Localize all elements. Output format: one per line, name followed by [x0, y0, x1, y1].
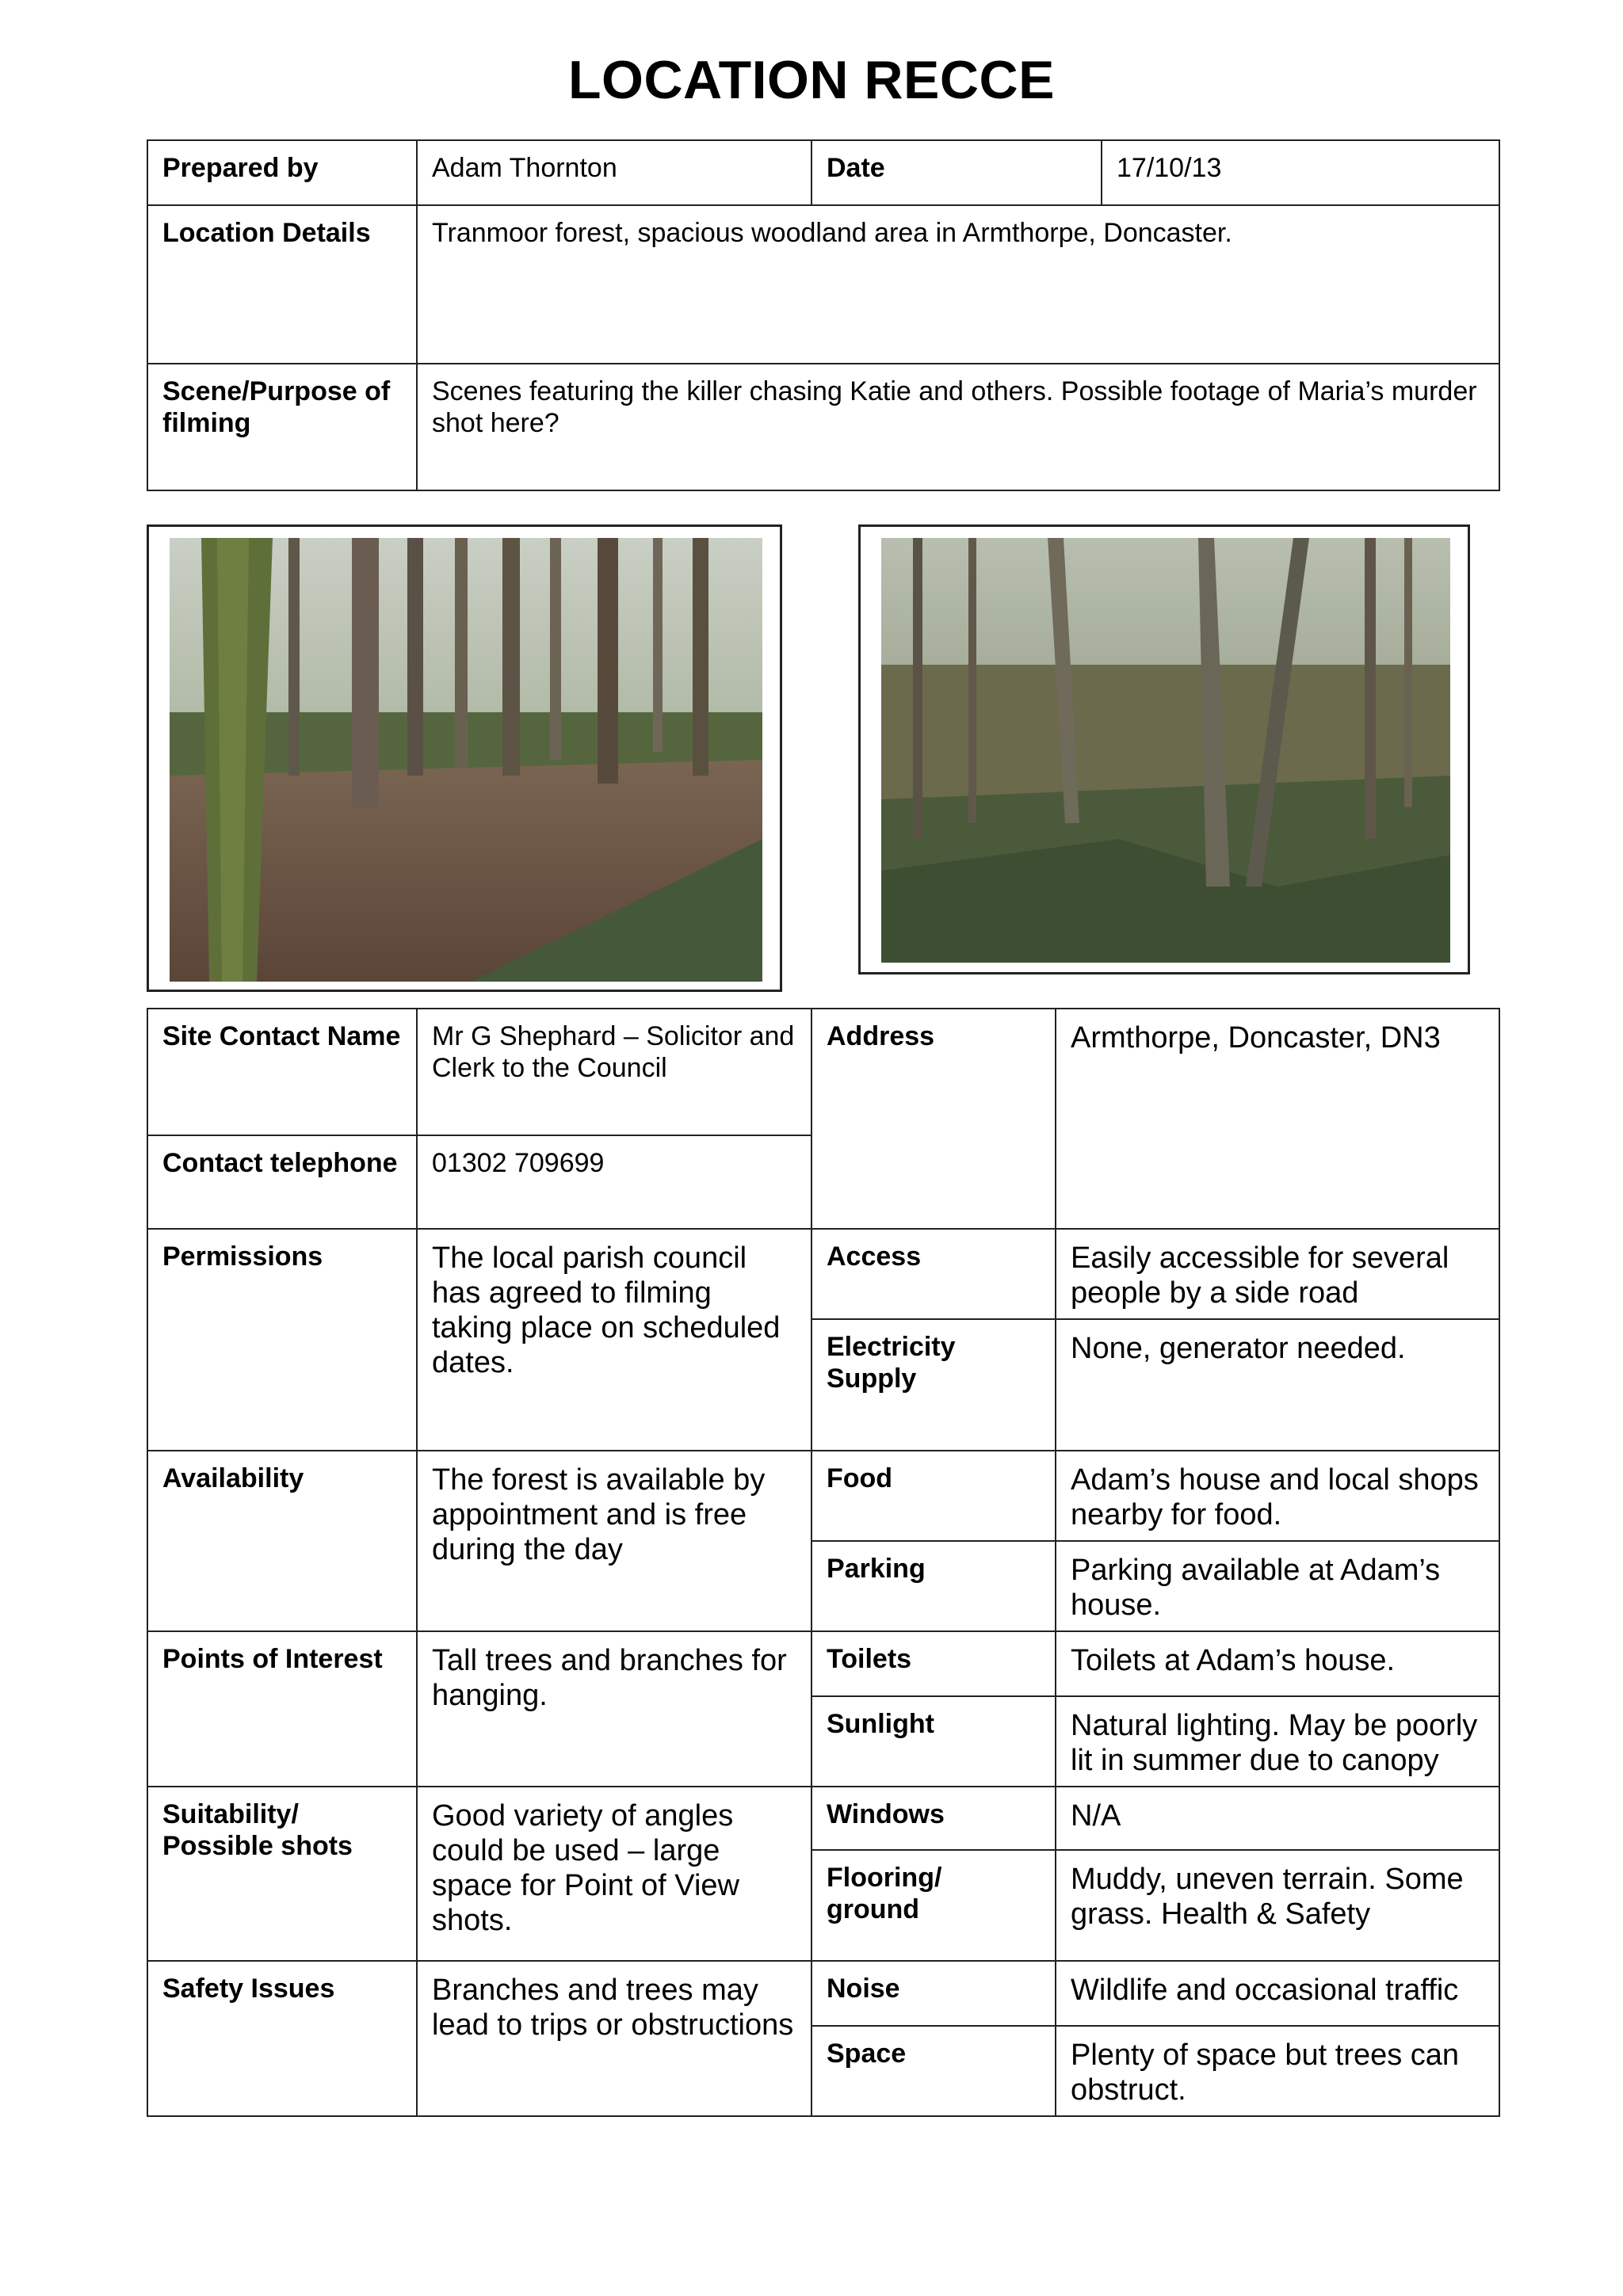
- permissions-label: Permissions: [147, 1229, 417, 1451]
- location-details-value: Tranmoor forest, spacious woodland area in Armthorpe, Doncaster.: [417, 205, 1499, 364]
- availability-label: Availability: [147, 1451, 417, 1631]
- sunlight-label: Sunlight: [812, 1696, 1056, 1787]
- location-details-label: Location Details: [147, 205, 417, 364]
- address-label: Address: [812, 1009, 1056, 1229]
- parking-value: Parking available at Adam’s house.: [1056, 1541, 1499, 1631]
- space-label: Space: [812, 2026, 1056, 2116]
- flooring-value: Muddy, uneven terrain. Some grass. Health & Safety: [1056, 1850, 1499, 1961]
- location-photo-2: [858, 524, 1470, 974]
- scene-purpose-label: Scene/Purpose of filming: [147, 364, 417, 490]
- flooring-label: Flooring/ ground: [812, 1850, 1056, 1961]
- noise-value: Wildlife and occasional traffic: [1056, 1961, 1499, 2026]
- safety-issues-value: Branches and trees may lead to trips or obstructions: [417, 1961, 812, 2116]
- suitability-value: Good variety of angles could be used – large space for Point of View shots.: [417, 1787, 812, 1961]
- electricity-value: None, generator needed.: [1056, 1319, 1499, 1451]
- space-value: Plenty of space but trees can obstruct.: [1056, 2026, 1499, 2116]
- woodland-path-photo: [170, 538, 762, 982]
- page-title: LOCATION RECCE: [568, 50, 1055, 110]
- windows-label: Windows: [812, 1787, 1056, 1850]
- contact-telephone-value: 01302 709699: [417, 1135, 812, 1229]
- points-of-interest-label: Points of Interest: [147, 1631, 417, 1787]
- safety-issues-label: Safety Issues: [147, 1961, 417, 2116]
- windows-value: N/A: [1056, 1787, 1499, 1850]
- toilets-label: Toilets: [812, 1631, 1056, 1696]
- woodland-undergrowth-photo: [881, 538, 1450, 963]
- access-value: Easily accessible for several people by a side road: [1056, 1229, 1499, 1319]
- recce-details-table: [147, 1008, 1500, 2117]
- suitability-label: Suitability/ Possible shots: [147, 1787, 417, 1961]
- contact-telephone-label: Contact telephone: [147, 1135, 417, 1229]
- noise-label: Noise: [812, 1961, 1056, 2026]
- site-contact-label: Site Contact Name: [147, 1009, 417, 1135]
- date-value: 17/10/13: [1102, 140, 1499, 205]
- prepared-by-label: Prepared by: [147, 140, 417, 205]
- site-contact-value: Mr G Shephard – Solicitor and Clerk to the Council: [417, 1009, 812, 1135]
- prepared-by-value: Adam Thornton: [417, 140, 812, 205]
- sunlight-value: Natural lighting. May be poorly lit in summer due to canopy: [1056, 1696, 1499, 1787]
- food-value: Adam’s house and local shops nearby for food.: [1056, 1451, 1499, 1541]
- access-label: Access: [812, 1229, 1056, 1319]
- food-label: Food: [812, 1451, 1056, 1541]
- scene-purpose-value: Scenes featuring the killer chasing Katie and others. Possible footage of Maria’s murder shot here?: [417, 364, 1499, 490]
- points-of-interest-value: Tall trees and branches for hanging.: [417, 1631, 812, 1787]
- availability-value: The forest is available by appointment and is free during the day: [417, 1451, 812, 1631]
- date-label: Date: [812, 140, 1102, 205]
- toilets-value: Toilets at Adam’s house.: [1056, 1631, 1499, 1696]
- recce-header-table: [147, 139, 1500, 491]
- address-value: Armthorpe, Doncaster, DN3: [1056, 1009, 1499, 1229]
- electricity-label: Electricity Supply: [812, 1319, 1056, 1451]
- parking-label: Parking: [812, 1541, 1056, 1631]
- location-photo-1: [147, 524, 782, 992]
- permissions-value: The local parish council has agreed to filming taking place on scheduled dates.: [417, 1229, 812, 1451]
